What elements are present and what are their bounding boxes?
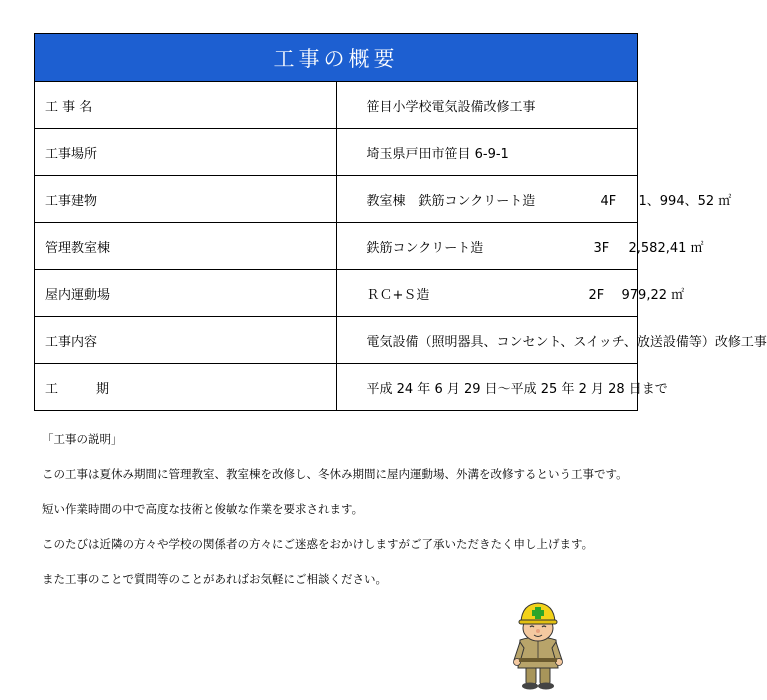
table-row-location: [35, 129, 638, 176]
gym-structure: ＲＣ+Ｓ造: [366, 287, 430, 303]
table-title: 工事の概要: [35, 34, 638, 82]
value-contents: 電気設備（照明器具、コンセント、スイッチ、放送設備等）改修工事: [336, 317, 638, 364]
value-admin-building: [336, 223, 704, 270]
table-row-contents: [35, 317, 638, 364]
table-row-period: [35, 364, 638, 411]
description-paragraph-1: この工事は夏休み期間に管理教室、教室棟を改修し、冬休み期間に屋内運動場、外溝を改修するという工事です。: [42, 467, 628, 481]
table-row-gym: [35, 270, 638, 317]
label-period-spread: [45, 378, 109, 397]
label-project-name: [35, 82, 337, 129]
value-project-name: 笹目小学校電気設備改修工事: [336, 82, 638, 129]
value-building: [336, 176, 732, 223]
table-row-building: [35, 176, 638, 223]
building-structure: 教室棟 鉄筋コンクリート造: [366, 193, 536, 209]
gym-area: 979,22 ㎡: [621, 287, 685, 303]
admin-floor: 3F: [593, 240, 610, 256]
label-building: 工事建物: [35, 176, 337, 223]
admin-structure: 鉄筋コンクリート造: [366, 240, 484, 256]
table-row-project-name: [35, 82, 638, 129]
construction-overview-table: [34, 33, 767, 411]
table-row-admin-building: [35, 223, 638, 270]
building-floor: 4F: [600, 193, 617, 209]
label-text: 工 事 名: [45, 99, 93, 115]
value-gym: [336, 270, 685, 317]
value-period: 平成 24 年 6 月 29 日～平成 25 年 2 月 28 日まで: [336, 364, 638, 411]
construction-worker-icon: [508, 598, 568, 690]
label-period-left: 工: [45, 381, 59, 397]
label-admin-building: 管理教室棟: [35, 223, 337, 270]
value-location: 埼玉県戸田市笹目 6-9-1: [336, 129, 638, 176]
construction-description: [42, 432, 662, 607]
description-paragraph-3: このたびは近隣の方々や学校の関係者の方々にご迷惑をおかけしますがご了承いただきたく申し上げます。: [42, 537, 594, 551]
building-area: 1、994、52 ㎡: [638, 193, 732, 209]
admin-area: 2,582,41 ㎡: [628, 240, 704, 256]
label-period-right: 期: [95, 381, 109, 397]
description-paragraph-2: 短い作業時間の中で高度な技術と俊敏な作業を要求されます。: [42, 502, 364, 516]
table-title-row: [35, 34, 638, 82]
label-period: [35, 364, 337, 411]
gym-floor: 2F: [588, 287, 605, 303]
label-contents: 工事内容: [35, 317, 337, 364]
description-paragraph-4: また工事のことで質問等のことがあればお気軽にご相談ください。: [42, 572, 387, 586]
description-heading: 「工事の説明」: [42, 432, 123, 446]
label-location: 工事場所: [35, 129, 337, 176]
label-gym: 屋内運動場: [35, 270, 337, 317]
